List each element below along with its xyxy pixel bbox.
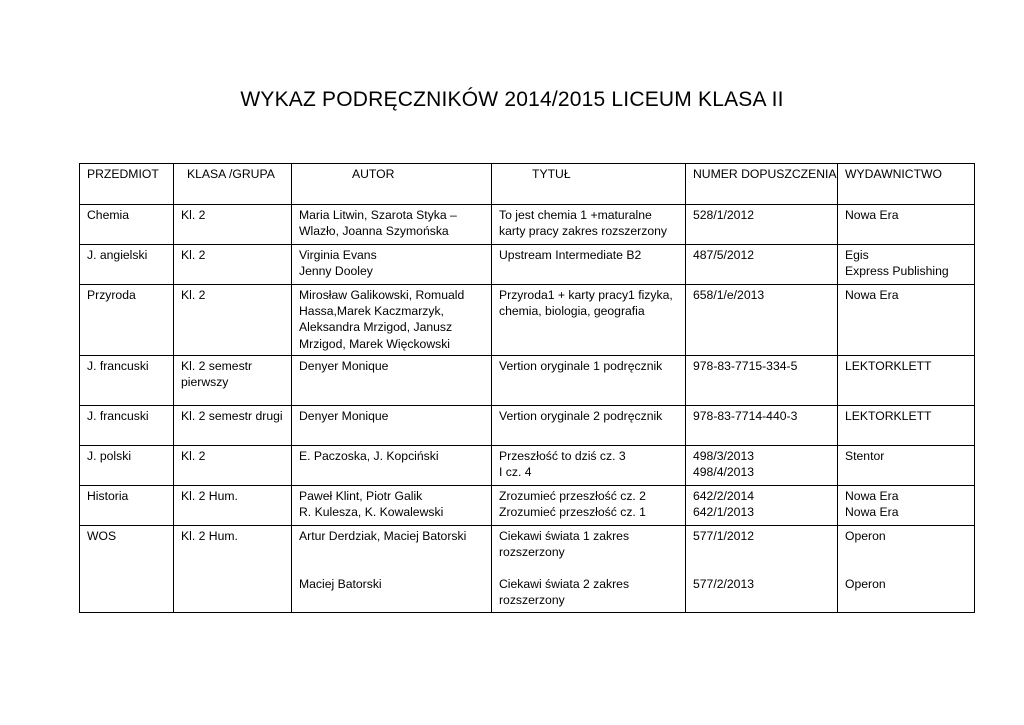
cell-line: Vertion oryginale 2 podręcznik <box>499 408 663 423</box>
cell-line: Maciej Batorski <box>299 577 382 592</box>
cell-line: Maria Litwin, Szarota Styka – <box>299 208 457 222</box>
cell-autor <box>292 445 492 485</box>
cell-line: Ciekawi świata 2 zakres <box>499 577 630 592</box>
cell-line: Operon <box>845 528 886 543</box>
cell-line: Mrzigod, Marek Więckowski <box>299 336 451 351</box>
cell-line: Upstream Intermediate B2 <box>499 248 642 262</box>
cell-tytul <box>492 485 686 525</box>
cell-line: LEKTORKLETT <box>845 358 932 373</box>
cell-line: Przeszłość to dziś cz. 3 <box>499 448 626 463</box>
cell-przedmiot: Przyroda <box>80 285 174 356</box>
cell-autor <box>292 205 492 245</box>
textbook-table <box>79 163 975 613</box>
cell-tytul <box>492 445 686 485</box>
cell-line: Operon <box>845 577 886 592</box>
cell-klasa: Kl. 2 semestr pierwszy <box>174 355 292 405</box>
cell-line: 577/1/2012 <box>693 528 754 543</box>
cell-line: Wlazło, Joanna Szymońska <box>299 224 449 239</box>
page-title: WYKAZ PODRĘCZNIKÓW 2014/2015 LICEUM KLASA II <box>240 88 784 111</box>
cell-line: 498/3/2013 <box>693 448 754 463</box>
cell-wydawnictwo <box>838 285 975 356</box>
cell-line: R. Kulesza, K. Kowalewski <box>299 505 444 520</box>
cell-przedmiot: J. francuski <box>80 405 174 445</box>
cell-autor <box>292 245 492 285</box>
cell-numer <box>686 285 838 356</box>
cell-przedmiot: Chemia <box>80 205 174 245</box>
cell-tytul <box>492 245 686 285</box>
cell-line: I cz. 4 <box>499 465 532 480</box>
cell-line: Virginia Evans <box>299 248 377 262</box>
cell-numer <box>686 485 838 525</box>
cell-numer <box>686 205 838 245</box>
header-autor: AUTOR <box>292 164 492 205</box>
cell-line: 978-83-7715-334-5 <box>693 358 798 373</box>
cell-spacer <box>299 560 485 576</box>
cell-tytul <box>492 285 686 356</box>
cell-line: 978-83-7714-440-3 <box>693 408 798 423</box>
header-wydawnictwo: WYDAWNICTWO <box>838 164 975 205</box>
cell-spacer <box>499 560 679 576</box>
cell-line: 577/2/2013 <box>693 577 754 592</box>
header-klasa: KLASA /GRUPA <box>174 164 292 205</box>
table-header-row <box>80 164 975 205</box>
cell-line: Stentor <box>845 448 885 463</box>
cell-line: Hassa,Marek Kaczmarzyk, <box>299 304 444 319</box>
cell-line: Mirosław Galikowski, Romuald <box>299 288 465 302</box>
cell-klasa: Kl. 2 <box>174 205 292 245</box>
cell-spacer <box>845 560 968 576</box>
table-row <box>80 405 975 445</box>
cell-autor <box>292 525 492 612</box>
cell-przedmiot: Historia <box>80 485 174 525</box>
cell-klasa: Kl. 2 Hum. <box>174 525 292 612</box>
cell-line: To jest chemia 1 +maturalne <box>499 208 652 222</box>
cell-spacer <box>299 544 485 560</box>
cell-line: Ciekawi świata 1 zakres <box>499 528 630 543</box>
cell-klasa: Kl. 2 semestr drugi <box>174 405 292 445</box>
table-row <box>80 245 975 285</box>
table-row <box>80 525 975 612</box>
cell-wydawnictwo <box>838 355 975 405</box>
cell-line: 528/1/2012 <box>693 208 754 222</box>
cell-line: Denyer Monique <box>299 358 389 373</box>
cell-klasa: Kl. 2 <box>174 245 292 285</box>
cell-line: Nowa Era <box>845 505 899 520</box>
cell-autor <box>292 405 492 445</box>
cell-autor <box>292 355 492 405</box>
cell-line: Paweł Klint, Piotr Galik <box>299 488 423 503</box>
cell-spacer <box>693 544 831 560</box>
cell-line: chemia, biologia, geografia <box>499 304 645 319</box>
cell-line: karty pracy zakres rozszerzony <box>499 224 667 239</box>
cell-tytul <box>492 205 686 245</box>
table-row <box>80 445 975 485</box>
cell-autor <box>292 285 492 356</box>
cell-line: rozszerzony <box>499 545 565 560</box>
cell-line: 642/1/2013 <box>693 505 754 520</box>
cell-tytul <box>492 525 686 612</box>
cell-line: Zrozumieć przeszłość cz. 2 <box>499 488 646 503</box>
cell-line: Zrozumieć przeszłość cz. 1 <box>499 505 646 520</box>
cell-przedmiot: J. polski <box>80 445 174 485</box>
cell-tytul <box>492 405 686 445</box>
cell-line: Vertion oryginale 1 podręcznik <box>499 358 663 373</box>
cell-wydawnictwo <box>838 525 975 612</box>
cell-wydawnictwo <box>838 245 975 285</box>
cell-klasa: Kl. 2 <box>174 445 292 485</box>
cell-line: E. Paczoska, J. Kopciński <box>299 448 439 463</box>
cell-line: 642/2/2014 <box>693 488 754 503</box>
cell-line: Nowa Era <box>845 288 899 302</box>
header-numer-dopuszczenia: NUMER DOPUSZCZENIA <box>686 164 838 205</box>
cell-klasa: Kl. 2 Hum. <box>174 485 292 525</box>
cell-line: Artur Derdziak, Maciej Batorski <box>299 528 467 543</box>
cell-przedmiot: J. angielski <box>80 245 174 285</box>
cell-wydawnictwo <box>838 485 975 525</box>
cell-numer <box>686 445 838 485</box>
header-tytul: TYTUŁ <box>492 164 686 205</box>
cell-line: Express Publishing <box>845 264 949 279</box>
cell-line: Denyer Monique <box>299 408 389 423</box>
cell-line: Nowa Era <box>845 208 899 222</box>
cell-numer <box>686 245 838 285</box>
cell-line: LEKTORKLETT <box>845 408 932 423</box>
table-row <box>80 355 975 405</box>
table-row <box>80 485 975 525</box>
cell-line: 487/5/2012 <box>693 248 754 262</box>
header-przedmiot: PRZEDMIOT <box>80 164 174 205</box>
cell-numer <box>686 355 838 405</box>
cell-line: 658/1/e/2013 <box>693 288 765 302</box>
table-row <box>80 285 975 356</box>
cell-numer <box>686 405 838 445</box>
cell-przedmiot: J. francuski <box>80 355 174 405</box>
cell-line: rozszerzony <box>499 593 565 608</box>
cell-spacer <box>693 560 831 576</box>
cell-wydawnictwo <box>838 205 975 245</box>
cell-tytul <box>492 355 686 405</box>
cell-line: Nowa Era <box>845 488 899 503</box>
cell-line: Przyroda1 + karty pracy1 fizyka, <box>499 288 673 302</box>
cell-klasa: Kl. 2 <box>174 285 292 356</box>
cell-line: Jenny Dooley <box>299 264 373 279</box>
cell-numer <box>686 525 838 612</box>
cell-przedmiot: WOS <box>80 525 174 612</box>
cell-autor <box>292 485 492 525</box>
table-row <box>80 205 975 245</box>
cell-wydawnictwo <box>838 445 975 485</box>
cell-line: Aleksandra Mrzigod, Janusz <box>299 320 453 335</box>
cell-spacer <box>845 544 968 560</box>
cell-wydawnictwo <box>838 405 975 445</box>
cell-line: 498/4/2013 <box>693 465 754 480</box>
cell-line: Egis <box>845 248 869 262</box>
